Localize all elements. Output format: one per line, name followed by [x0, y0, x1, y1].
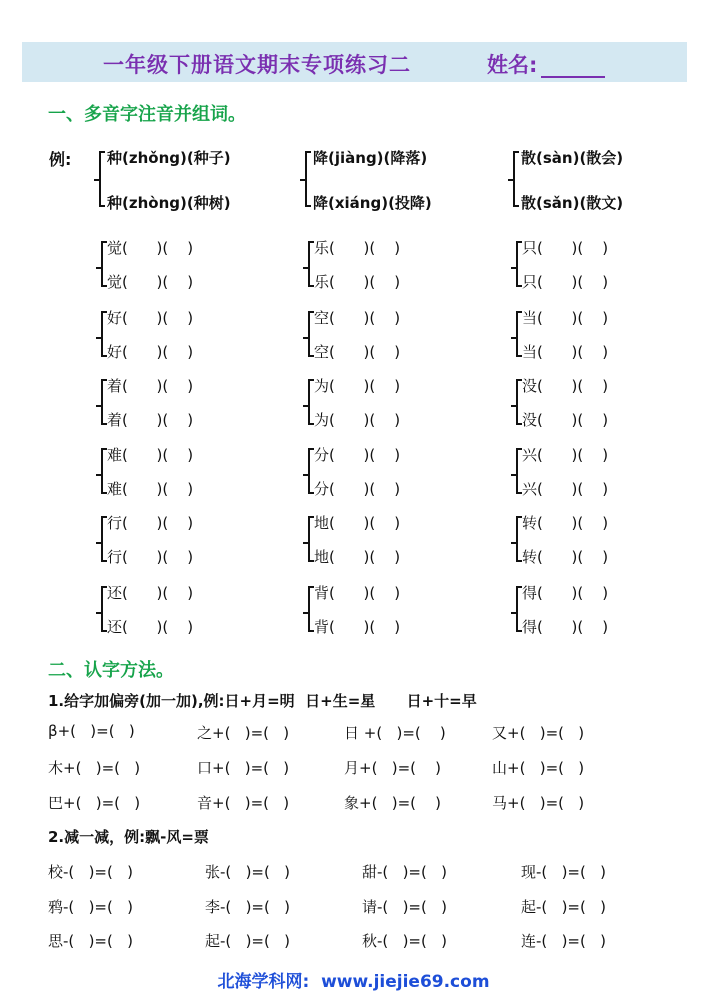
answer-line[interactable]: 好( )( ): [107, 309, 194, 327]
answer-line[interactable]: 没( )( ): [522, 377, 609, 395]
answer-line[interactable]: 为( )( ): [314, 377, 401, 395]
add-exercise[interactable]: 巴+( )=( ): [48, 794, 141, 812]
subtract-exercise[interactable]: 甜-( )=( ): [362, 863, 447, 881]
answer-line[interactable]: 得( )( ): [522, 618, 609, 636]
subtract-instruction: 2.减一减，例:飘-风=票: [48, 828, 209, 846]
polyphone-group: [101, 582, 261, 638]
answer-line[interactable]: 乐( )( ): [314, 273, 401, 291]
add-exercise[interactable]: 山+( )=( ): [492, 759, 585, 777]
subtract-exercise[interactable]: 连-( )=( ): [521, 932, 606, 950]
subtract-exercise[interactable]: 校-( )=( ): [48, 863, 133, 881]
answer-line[interactable]: 地( )( ): [314, 548, 401, 566]
example-line: 降(jiàng)(降落): [313, 149, 428, 167]
polyphone-group: [308, 444, 468, 500]
polyphone-group: [516, 444, 676, 500]
subtract-exercise[interactable]: 秋-( )=( ): [362, 932, 447, 950]
answer-line[interactable]: 当( )( ): [522, 343, 609, 361]
page-title: 一年级下册语文期末专项练习二: [103, 53, 411, 77]
subtract-exercise[interactable]: 请-( )=( ): [362, 898, 447, 916]
polyphone-group: [308, 307, 468, 363]
answer-line[interactable]: 难( )( ): [107, 480, 194, 498]
answer-line[interactable]: 还( )( ): [107, 584, 194, 602]
answer-line[interactable]: 转( )( ): [522, 548, 609, 566]
name-label: 姓名:: [487, 53, 538, 77]
section2-title: 二、认字方法。: [48, 660, 174, 681]
add-exercise[interactable]: 马+( )=( ): [492, 794, 585, 812]
polyphone-group: [308, 375, 468, 431]
add-exercise[interactable]: 月+( )=( ): [344, 759, 441, 777]
answer-line[interactable]: 没( )( ): [522, 411, 609, 429]
subtract-exercise[interactable]: 张-( )=( ): [205, 863, 290, 881]
add-exercise[interactable]: 日 +( )=( ): [344, 724, 446, 742]
answer-line[interactable]: 得( )( ): [522, 584, 609, 602]
footer-watermark: 北海学科网: www.jiejie69.com: [217, 972, 490, 992]
example-line: 散(sǎn)(散文): [521, 194, 624, 212]
answer-line[interactable]: 着( )( ): [107, 411, 194, 429]
polyphone-group: [516, 237, 676, 293]
example-line: 种(zhǒng)(种子): [107, 149, 231, 167]
example-label: 例:: [49, 150, 72, 169]
answer-line[interactable]: 觉( )( ): [107, 239, 194, 257]
answer-line[interactable]: 只( )( ): [522, 273, 609, 291]
polyphone-group: [516, 375, 676, 431]
example-line: 种(zhòng)(种树): [107, 194, 231, 212]
subtract-exercise[interactable]: 现-( )=( ): [521, 863, 606, 881]
answer-line[interactable]: 难( )( ): [107, 446, 194, 464]
answer-line[interactable]: 还( )( ): [107, 618, 194, 636]
answer-line[interactable]: 当( )( ): [522, 309, 609, 327]
polyphone-group: [101, 444, 261, 500]
polyphone-group: [101, 307, 261, 363]
answer-line[interactable]: 兴( )( ): [522, 480, 609, 498]
answer-line[interactable]: 背( )( ): [314, 618, 401, 636]
subtract-exercise[interactable]: 思-( )=( ): [48, 932, 133, 950]
add-exercise[interactable]: 又+( )=( ): [492, 724, 585, 742]
answer-line[interactable]: 空( )( ): [314, 309, 401, 327]
answer-line[interactable]: 空( )( ): [314, 343, 401, 361]
example-group: [99, 147, 279, 212]
example-line: 降(xiáng)(投降): [313, 194, 432, 212]
add-exercise[interactable]: 象+( )=( ): [344, 794, 441, 812]
polyphone-group: [101, 375, 261, 431]
answer-line[interactable]: 地( )( ): [314, 514, 401, 532]
answer-line[interactable]: 行( )( ): [107, 514, 194, 532]
add-exercise[interactable]: 木+( )=( ): [48, 759, 141, 777]
polyphone-group: [516, 307, 676, 363]
example-line: 散(sàn)(散会): [521, 149, 624, 167]
example-group: [513, 147, 693, 212]
polyphone-group: [101, 512, 261, 568]
subtract-exercise[interactable]: 起-( )=( ): [205, 932, 290, 950]
add-exercise[interactable]: 音+( )=( ): [197, 794, 290, 812]
subtract-exercise[interactable]: 李-( )=( ): [205, 898, 290, 916]
add-radical-instruction: 1.给字加偏旁(加一加),例:日+月=明 日+生=星 日+十=早: [48, 692, 477, 710]
answer-line[interactable]: 行( )( ): [107, 548, 194, 566]
example-group: [305, 147, 485, 212]
answer-line[interactable]: 着( )( ): [107, 377, 194, 395]
subtract-exercise[interactable]: 鸦-( )=( ): [48, 898, 133, 916]
add-exercise[interactable]: 之+( )=( ): [197, 724, 290, 742]
name-input-line[interactable]: [541, 76, 605, 78]
answer-line[interactable]: 转( )( ): [522, 514, 609, 532]
polyphone-group: [516, 512, 676, 568]
subtract-exercise[interactable]: 起-( )=( ): [521, 898, 606, 916]
answer-line[interactable]: 为( )( ): [314, 411, 401, 429]
polyphone-group: [308, 582, 468, 638]
answer-line[interactable]: 背( )( ): [314, 584, 401, 602]
polyphone-group: [516, 582, 676, 638]
answer-line[interactable]: 好( )( ): [107, 343, 194, 361]
add-exercise[interactable]: 口+( )=( ): [197, 759, 290, 777]
answer-line[interactable]: 兴( )( ): [522, 446, 609, 464]
answer-line[interactable]: 只( )( ): [522, 239, 609, 257]
polyphone-group: [308, 512, 468, 568]
answer-line[interactable]: 分( )( ): [314, 480, 401, 498]
answer-line[interactable]: 乐( )( ): [314, 239, 401, 257]
polyphone-group: [308, 237, 468, 293]
add-exercise[interactable]: β+( )=( ): [48, 722, 135, 740]
section1-title: 一、多音字注音并组词。: [48, 104, 246, 125]
answer-line[interactable]: 分( )( ): [314, 446, 401, 464]
polyphone-group: [101, 237, 261, 293]
answer-line[interactable]: 觉( )( ): [107, 273, 194, 291]
